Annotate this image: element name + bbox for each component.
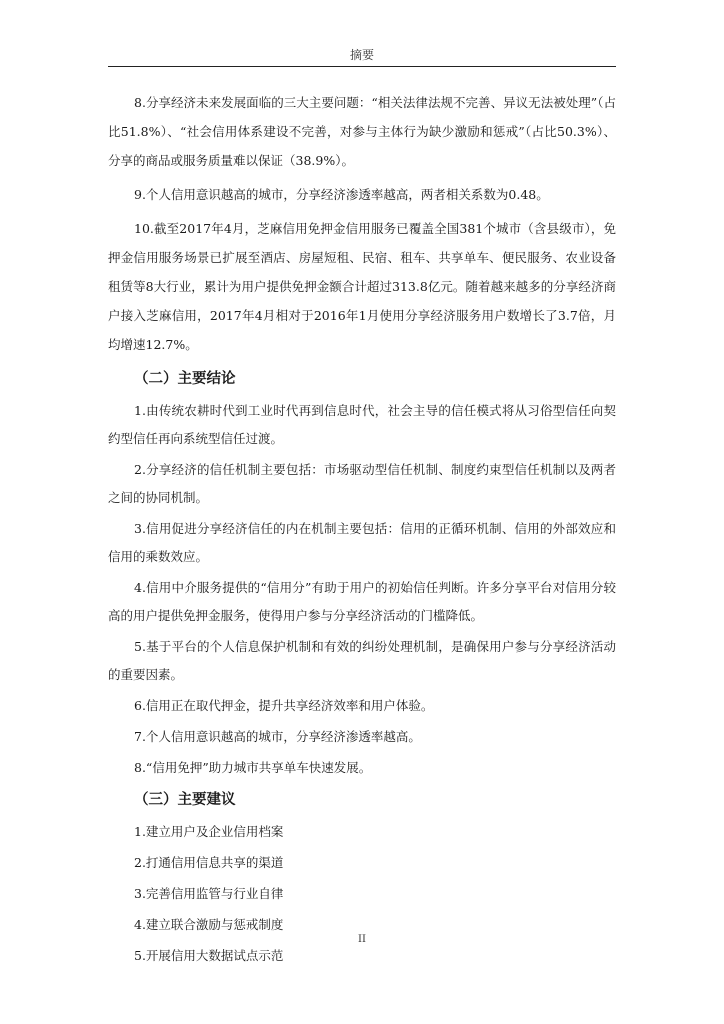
conclusion-item: 2.分享经济的信任机制主要包括：市场驱动型信任机制、制度约束型信任机制以及两者之间的协同机制。 bbox=[108, 462, 616, 505]
page-header-title: 摘要 bbox=[349, 48, 374, 62]
suggestion-item: 2.打通信用信息共享的渠道 bbox=[134, 855, 284, 870]
conclusion-item: 6.信用正在取代押金，提升共享经济效率和用户体验。 bbox=[134, 698, 434, 713]
suggestion-item: 3.完善信用监管与行业自律 bbox=[134, 886, 284, 901]
paragraph-10: 10.截至2017年4月，芝麻信用免押金信用服务已覆盖全国381个城市（含县级市），免押金信用服务场景已扩展至酒店、房屋短租、民宿、租车、共享单车、便民服务、农业设备租赁等8大行业，累计为用户提供免押金额合计超过313.8亿元。随着越来越多的分享经济商户接入芝麻信用，2017年4月相对于2016年1月使用分享经济服务用户数增长了3.7倍，月均增速12.7%。 bbox=[108, 221, 616, 352]
header-divider bbox=[108, 66, 616, 67]
suggestion-item: 4.建立联合激励与惩戒制度 bbox=[134, 917, 284, 932]
page-number: II bbox=[358, 934, 366, 945]
section-heading-conclusions: （二）主要结论 bbox=[134, 371, 236, 387]
conclusion-item: 1.由传统农耕时代到工业时代再到信息时代，社会主导的信任模式将从习俗型信任向契约型信任再向系统型信任过渡。 bbox=[108, 403, 616, 446]
paragraph-8: 8.分享经济未来发展面临的三大主要问题：“相关法律法规不完善、异议无法被处理”（占比51.8%）、“社会信用体系建设不完善，对参与主体行为缺少激励和惩戒”（占比50.3%）、分享的商品或服务质量难以保证（38.9%）。 bbox=[108, 95, 616, 168]
conclusion-item: 7.个人信用意识越高的城市，分享经济渗透率越高。 bbox=[134, 729, 421, 744]
conclusion-item: 3.信用促进分享经济信任的内在机制主要包括：信用的正循环机制、信用的外部效应和信用的乘数效应。 bbox=[108, 521, 616, 564]
paragraph-9: 9.个人信用意识越高的城市，分享经济渗透率越高，两者相关系数为0.48。 bbox=[134, 187, 549, 202]
conclusion-item: 5.基于平台的个人信息保护机制和有效的纠纷处理机制，是确保用户参与分享经济活动的重要因素。 bbox=[108, 639, 616, 682]
conclusion-item: 8.“信用免押”助力城市共享单车快速发展。 bbox=[134, 760, 372, 775]
section-heading-suggestions: （三）主要建议 bbox=[134, 792, 236, 808]
suggestion-item: 5.开展信用大数据试点示范 bbox=[134, 948, 284, 963]
suggestion-item: 1.建立用户及企业信用档案 bbox=[134, 824, 284, 839]
conclusion-item: 4.信用中介服务提供的“信用分”有助于用户的初始信任判断。许多分享平台对信用分较高的用户提供免押金服务，使得用户参与分享经济活动的门槛降低。 bbox=[108, 580, 616, 623]
page-content bbox=[108, 88, 616, 973]
